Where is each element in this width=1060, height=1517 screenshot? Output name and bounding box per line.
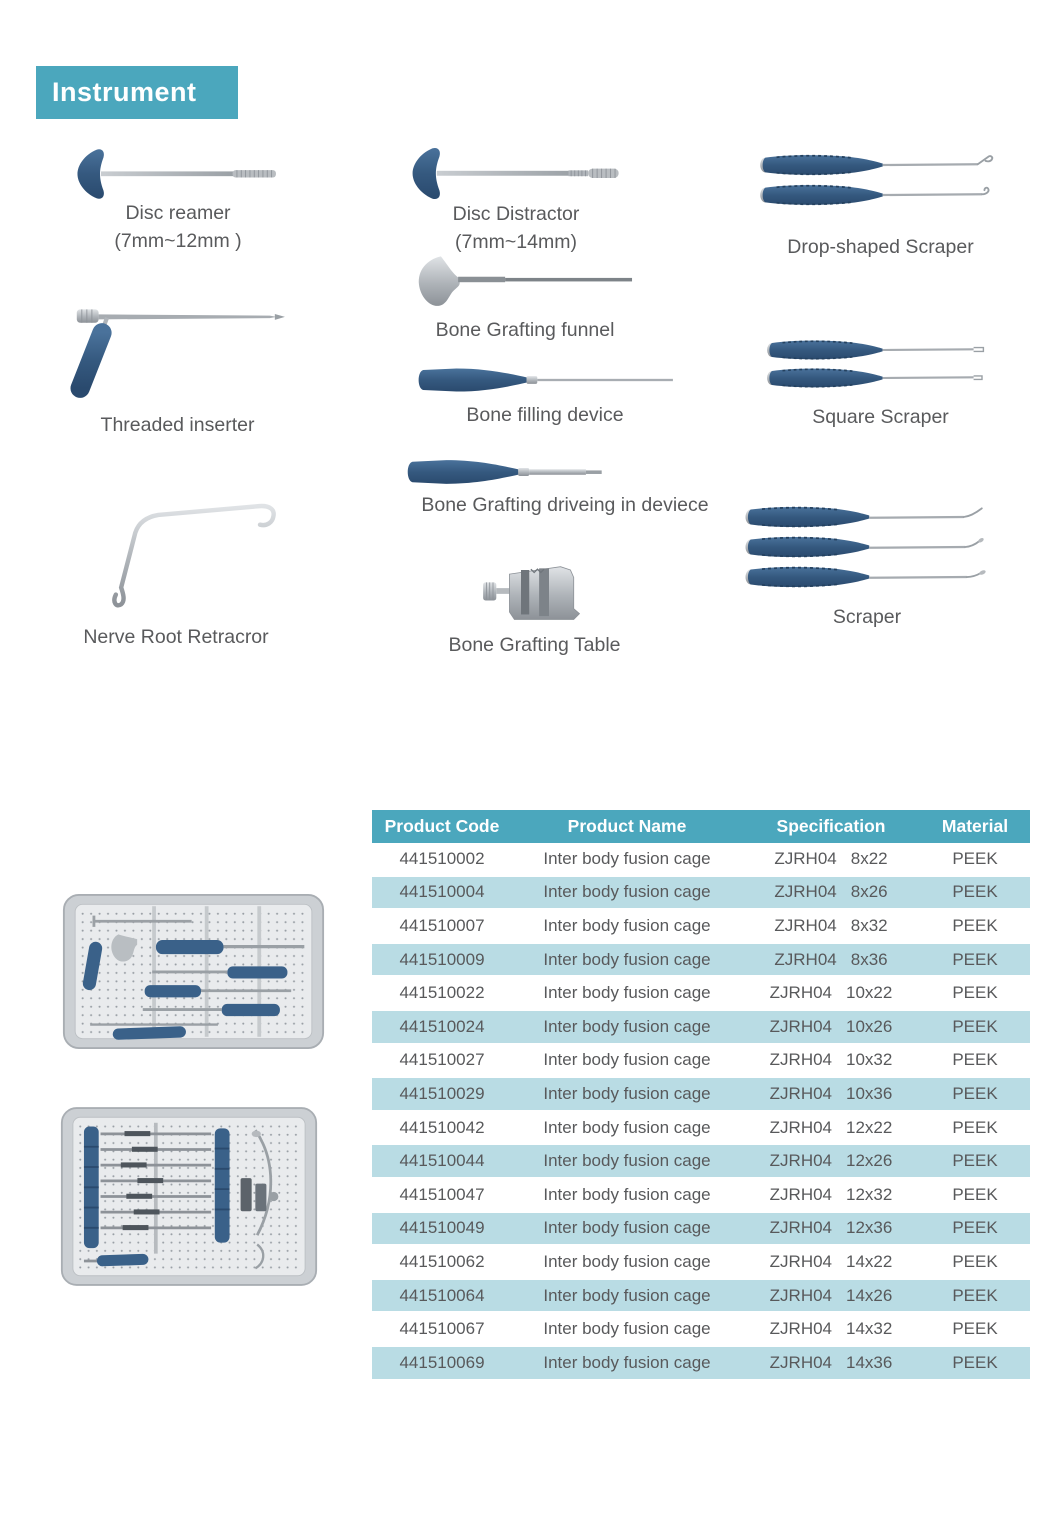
product-table (372, 810, 1030, 1381)
bone-grafting-table-figure (412, 556, 657, 660)
table-row (372, 1312, 1030, 1346)
material-cell: PEEK (920, 1212, 1030, 1246)
disc-reamer-label: Disc reamer (125, 202, 231, 224)
table-row (372, 943, 1030, 977)
spec-model: ZJRH04 (769, 983, 833, 1003)
material-cell: PEEK (920, 1111, 1030, 1145)
spec-size: 14x36 (846, 1352, 893, 1372)
material-cell: PEEK (920, 976, 1030, 1010)
table-header-row (372, 810, 1030, 843)
square-scraper-image (758, 336, 1003, 392)
table-row (372, 1346, 1030, 1380)
spec-size: 14x22 (846, 1251, 893, 1271)
product-name-cell: Inter body fusion cage (512, 1346, 742, 1380)
product-code-cell: 441510064 (372, 1279, 512, 1313)
specification-cell (742, 1312, 920, 1346)
bone-filling-device-image (410, 366, 680, 394)
spec-size: 8x36 (850, 949, 888, 969)
material-cell: PEEK (920, 909, 1030, 943)
product-name-cell: Inter body fusion cage (512, 909, 742, 943)
specification-cell (742, 1212, 920, 1246)
instrument-tray-2-image (60, 1106, 318, 1292)
spec-model: ZJRH04 (769, 1083, 833, 1103)
material-cell: PEEK (920, 1279, 1030, 1313)
disc-distractor-size-label: (7mm~14mm) (455, 230, 577, 253)
material-cell: PEEK (920, 1044, 1030, 1078)
square-scraper-label: Square Scraper (812, 406, 949, 428)
table-row (372, 1111, 1030, 1145)
threaded-inserter-image (60, 286, 295, 404)
bone-grafting-driving-figure (395, 458, 735, 520)
disc-distractor-figure (400, 146, 632, 256)
product-code-cell: 441510042 (372, 1111, 512, 1145)
disc-reamer-figure (62, 148, 294, 255)
spec-size: 10x22 (846, 983, 893, 1003)
bone-grafting-funnel-image (405, 253, 645, 313)
product-name-cell: Inter body fusion cage (512, 843, 742, 876)
product-name-cell: Inter body fusion cage (512, 976, 742, 1010)
specification-cell (742, 1245, 920, 1279)
product-name-cell: Inter body fusion cage (512, 1245, 742, 1279)
bone-filling-device-label: Bone filling device (466, 404, 624, 426)
specification-cell (742, 843, 920, 876)
table-row (372, 909, 1030, 943)
disc-reamer-image (62, 148, 294, 200)
product-code-cell: 441510062 (372, 1245, 512, 1279)
specification-cell (742, 909, 920, 943)
table-row (372, 1144, 1030, 1178)
product-code-header: Product Code (372, 810, 512, 843)
product-name-cell: Inter body fusion cage (512, 1212, 742, 1246)
product-name-cell: Inter body fusion cage (512, 943, 742, 977)
spec-size: 10x26 (846, 1016, 893, 1036)
specification-cell (742, 1178, 920, 1212)
scraper-image (742, 502, 992, 592)
section-title-badge: Instrument (36, 66, 238, 119)
table-row (372, 1279, 1030, 1313)
spec-size: 14x26 (846, 1285, 893, 1305)
specification-cell (742, 1010, 920, 1044)
spec-model: ZJRH04 (769, 1285, 833, 1305)
table-row (372, 876, 1030, 910)
specification-cell (742, 943, 920, 977)
spec-size: 10x32 (846, 1050, 893, 1070)
product-code-cell: 441510044 (372, 1144, 512, 1178)
product-code-cell: 441510024 (372, 1010, 512, 1044)
spec-model: ZJRH04 (774, 882, 837, 902)
product-table-body (372, 843, 1030, 1380)
bone-grafting-funnel-label: Bone Grafting funnel (435, 319, 615, 341)
product-code-cell: 441510007 (372, 909, 512, 943)
material-cell: PEEK (920, 876, 1030, 910)
spec-size: 12x36 (846, 1218, 893, 1238)
product-name-cell: Inter body fusion cage (512, 1010, 742, 1044)
specification-cell (742, 1144, 920, 1178)
spec-model: ZJRH04 (769, 1151, 833, 1171)
material-cell: PEEK (920, 843, 1030, 876)
product-code-cell: 441510047 (372, 1178, 512, 1212)
spec-model: ZJRH04 (774, 848, 837, 868)
table-row (372, 1245, 1030, 1279)
spec-model: ZJRH04 (769, 1016, 833, 1036)
spec-model: ZJRH04 (769, 1319, 833, 1339)
spec-model: ZJRH04 (769, 1184, 833, 1204)
material-cell: PEEK (920, 1312, 1030, 1346)
spec-model: ZJRH04 (769, 1050, 833, 1070)
spec-size: 8x26 (850, 882, 888, 902)
product-code-cell: 441510022 (372, 976, 512, 1010)
specification-cell (742, 1346, 920, 1380)
material-cell: PEEK (920, 1178, 1030, 1212)
square-scraper-figure (758, 336, 1003, 432)
product-code-cell: 441510029 (372, 1077, 512, 1111)
product-name-cell: Inter body fusion cage (512, 1044, 742, 1078)
spec-model: ZJRH04 (769, 1117, 833, 1137)
drop-shaped-scraper-figure (758, 150, 1003, 262)
specification-cell (742, 1111, 920, 1145)
bone-filling-device-figure (410, 366, 680, 430)
drop-shaped-scraper-label: Drop-shaped Scraper (787, 236, 974, 258)
bone-grafting-driving-image (395, 458, 615, 486)
table-row (372, 976, 1030, 1010)
disc-reamer-size-label: (7mm~12mm ) (114, 229, 242, 252)
product-code-cell: 441510049 (372, 1212, 512, 1246)
bone-grafting-table-image (412, 556, 657, 626)
spec-model: ZJRH04 (769, 1251, 833, 1271)
table-row (372, 1212, 1030, 1246)
instrument-tray-1-image (62, 893, 325, 1055)
spec-size: 12x26 (846, 1151, 893, 1171)
spec-model: ZJRH04 (774, 915, 837, 935)
product-name-cell: Inter body fusion cage (512, 1178, 742, 1212)
material-cell: PEEK (920, 1245, 1030, 1279)
product-code-cell: 441510002 (372, 843, 512, 876)
scraper-figure (742, 502, 992, 632)
spec-model: ZJRH04 (769, 1218, 833, 1238)
specification-header: Specification (742, 810, 920, 843)
spec-model: ZJRH04 (774, 949, 837, 969)
specification-cell (742, 876, 920, 910)
product-name-cell: Inter body fusion cage (512, 1312, 742, 1346)
spec-model: ZJRH04 (769, 1352, 833, 1372)
spec-size: 8x22 (850, 848, 888, 868)
nerve-root-retractor-figure (52, 492, 300, 652)
bone-grafting-table-label: Bone Grafting Table (448, 634, 621, 656)
spec-size: 12x22 (846, 1117, 893, 1137)
product-name-cell: Inter body fusion cage (512, 1077, 742, 1111)
threaded-inserter-figure (60, 286, 295, 440)
drop-shaped-scraper-image (758, 150, 1003, 210)
spec-size: 8x32 (850, 915, 888, 935)
product-name-cell: Inter body fusion cage (512, 1144, 742, 1178)
product-code-cell: 441510009 (372, 943, 512, 977)
table-row (372, 1010, 1030, 1044)
spec-size: 14x32 (846, 1319, 893, 1339)
product-code-cell: 441510027 (372, 1044, 512, 1078)
material-header: Material (920, 810, 1030, 843)
nerve-root-retractor-label: Nerve Root Retracror (83, 626, 269, 648)
material-cell: PEEK (920, 943, 1030, 977)
disc-distractor-image (400, 146, 632, 201)
material-cell: PEEK (920, 1144, 1030, 1178)
specification-cell (742, 976, 920, 1010)
bone-grafting-driving-label: Bone Grafting driveing in deviece (421, 494, 709, 516)
product-name-header: Product Name (512, 810, 742, 843)
product-name-cell: Inter body fusion cage (512, 1111, 742, 1145)
table-row (372, 1077, 1030, 1111)
table-row (372, 1044, 1030, 1078)
disc-distractor-label: Disc Distractor (452, 203, 580, 225)
scraper-label: Scraper (832, 606, 902, 628)
table-row (372, 843, 1030, 876)
spec-size: 12x32 (846, 1184, 893, 1204)
spec-size: 10x36 (846, 1083, 893, 1103)
product-code-cell: 441510069 (372, 1346, 512, 1380)
bone-grafting-funnel-figure (405, 253, 645, 345)
product-name-cell: Inter body fusion cage (512, 876, 742, 910)
specification-cell (742, 1279, 920, 1313)
material-cell: PEEK (920, 1010, 1030, 1044)
table-row (372, 1178, 1030, 1212)
product-code-cell: 441510004 (372, 876, 512, 910)
nerve-root-retractor-image (52, 492, 300, 614)
product-code-cell: 441510067 (372, 1312, 512, 1346)
product-name-cell: Inter body fusion cage (512, 1279, 742, 1313)
threaded-inserter-label: Threaded inserter (100, 414, 255, 436)
material-cell: PEEK (920, 1077, 1030, 1111)
specification-cell (742, 1044, 920, 1078)
specification-cell (742, 1077, 920, 1111)
material-cell: PEEK (920, 1346, 1030, 1380)
